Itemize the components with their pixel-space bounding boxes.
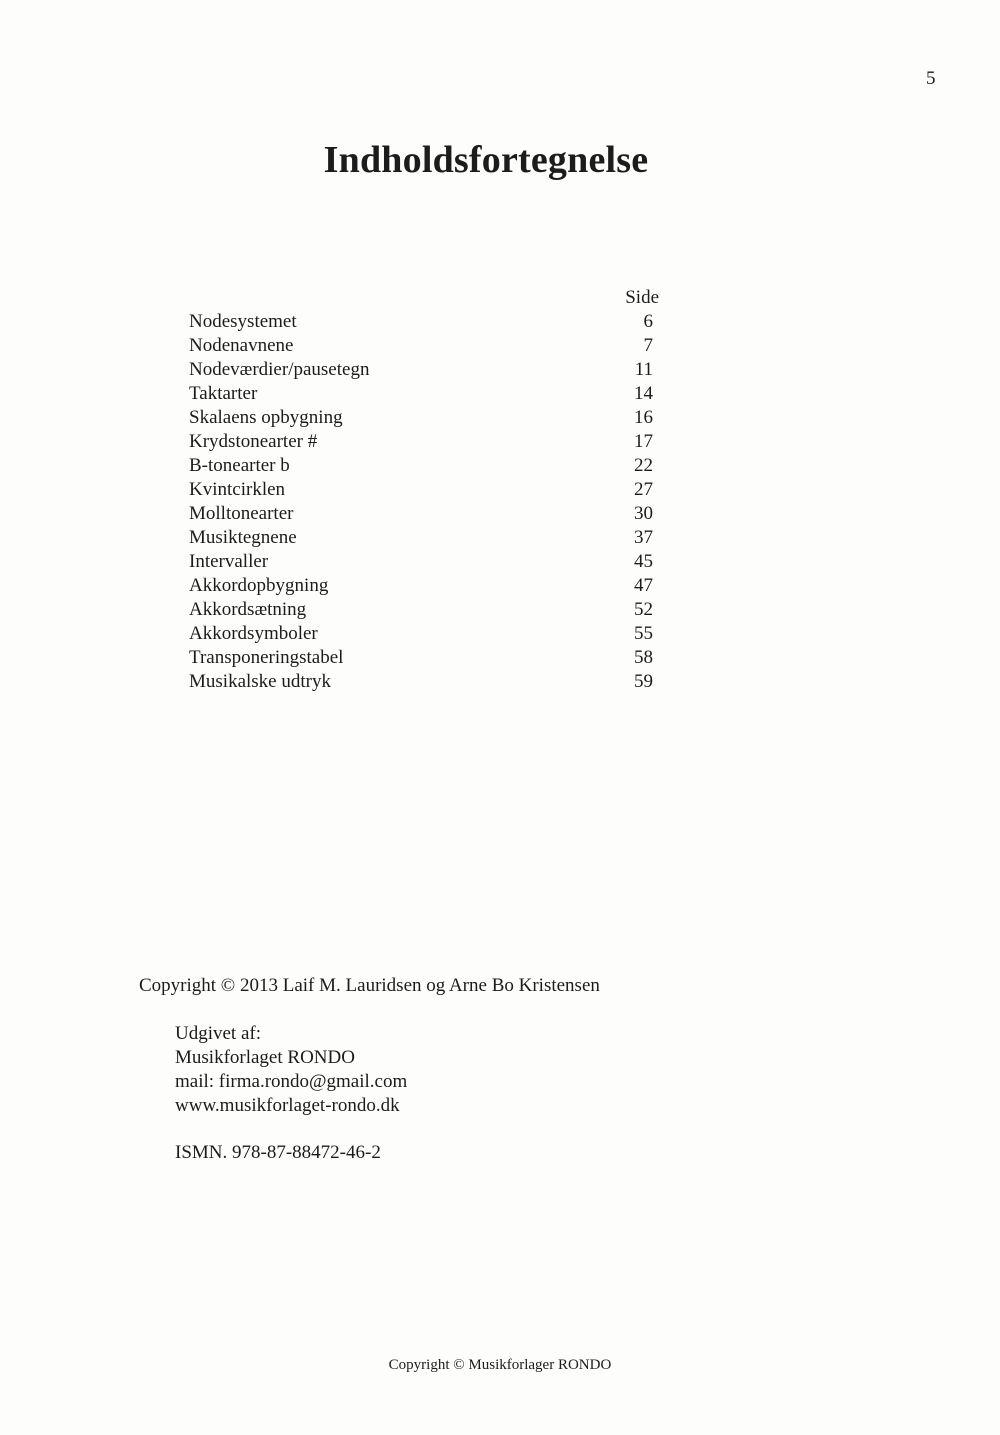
toc-row bbox=[189, 310, 659, 334]
publisher-website: www.musikforlaget-rondo.dk bbox=[175, 1095, 400, 1116]
publisher-info bbox=[175, 1022, 407, 1118]
toc-row bbox=[189, 382, 659, 406]
toc-entry-label: Transponeringstabel bbox=[189, 647, 344, 668]
toc-row bbox=[189, 574, 659, 598]
toc-entry-label: Intervaller bbox=[189, 551, 269, 572]
toc-row bbox=[189, 406, 659, 430]
page-number: 5 bbox=[926, 68, 936, 89]
toc-entry-label: Akkordopbygning bbox=[189, 575, 329, 596]
toc-entry-label: B-tonearter b bbox=[189, 455, 290, 476]
toc-row bbox=[189, 478, 659, 502]
toc-entry-page: 30 bbox=[634, 503, 653, 524]
publisher-mail: mail: firma.rondo@gmail.com bbox=[175, 1071, 408, 1092]
toc-entry-page: 17 bbox=[634, 431, 653, 452]
toc-entry-page: 7 bbox=[643, 335, 653, 356]
table-of-contents bbox=[189, 286, 659, 694]
toc-entry-page: 27 bbox=[634, 479, 653, 500]
toc-row bbox=[189, 430, 659, 454]
toc-entry-label: Musiktegnene bbox=[189, 527, 297, 548]
toc-row bbox=[189, 622, 659, 646]
toc-page-column-header: Side bbox=[625, 287, 659, 308]
toc-entry-label: Skalaens opbygning bbox=[189, 407, 343, 428]
toc-row bbox=[189, 550, 659, 574]
toc-entry-label: Nodenavnene bbox=[189, 335, 294, 356]
toc-row bbox=[189, 334, 659, 358]
toc-row bbox=[189, 670, 659, 694]
toc-entry-label: Molltonearter bbox=[189, 503, 294, 524]
toc-entry-page: 55 bbox=[634, 623, 653, 644]
toc-entry-label: Nodesystemet bbox=[189, 311, 297, 332]
toc-entry-page: 6 bbox=[643, 311, 653, 332]
toc-row bbox=[189, 502, 659, 526]
publisher-name: Musikforlaget RONDO bbox=[175, 1047, 355, 1068]
toc-entry-label: Taktarter bbox=[189, 383, 258, 404]
toc-entry-page: 22 bbox=[634, 455, 653, 476]
toc-entry-label: Kvintcirklen bbox=[189, 479, 286, 500]
toc-entry-page: 14 bbox=[634, 383, 653, 404]
toc-entry-page: 16 bbox=[634, 407, 653, 428]
toc-entry-label: Akkordsætning bbox=[189, 599, 307, 620]
toc-entry-page: 52 bbox=[634, 599, 653, 620]
toc-row bbox=[189, 526, 659, 550]
toc-entry-page: 11 bbox=[634, 359, 653, 380]
toc-entry-page: 47 bbox=[634, 575, 653, 596]
page-footer: Copyright © Musikforlager RONDO bbox=[388, 1357, 612, 1373]
toc-entry-page: 37 bbox=[634, 527, 653, 548]
toc-entry-page: 59 bbox=[634, 671, 653, 692]
toc-entry-label: Nodeværdier/pausetegn bbox=[189, 359, 370, 380]
toc-row bbox=[189, 454, 659, 478]
toc-entry-page: 58 bbox=[634, 647, 653, 668]
toc-entry-label: Akkordsymboler bbox=[189, 623, 318, 644]
publisher-heading: Udgivet af: bbox=[175, 1023, 262, 1044]
page-title: Indholdsfortegnelse bbox=[323, 139, 649, 181]
toc-row bbox=[189, 598, 659, 622]
toc-entry-label: Krydstonearter # bbox=[189, 431, 318, 452]
copyright-notice: Copyright © 2013 Laif M. Lauridsen og Arne Bo Kristensen bbox=[139, 975, 600, 996]
toc-row bbox=[189, 646, 659, 670]
ismn-number: ISMN. 978-87-88472-46-2 bbox=[175, 1142, 381, 1163]
toc-entry-label: Musikalske udtryk bbox=[189, 671, 331, 692]
toc-entry-page: 45 bbox=[634, 551, 653, 572]
toc-row bbox=[189, 358, 659, 382]
